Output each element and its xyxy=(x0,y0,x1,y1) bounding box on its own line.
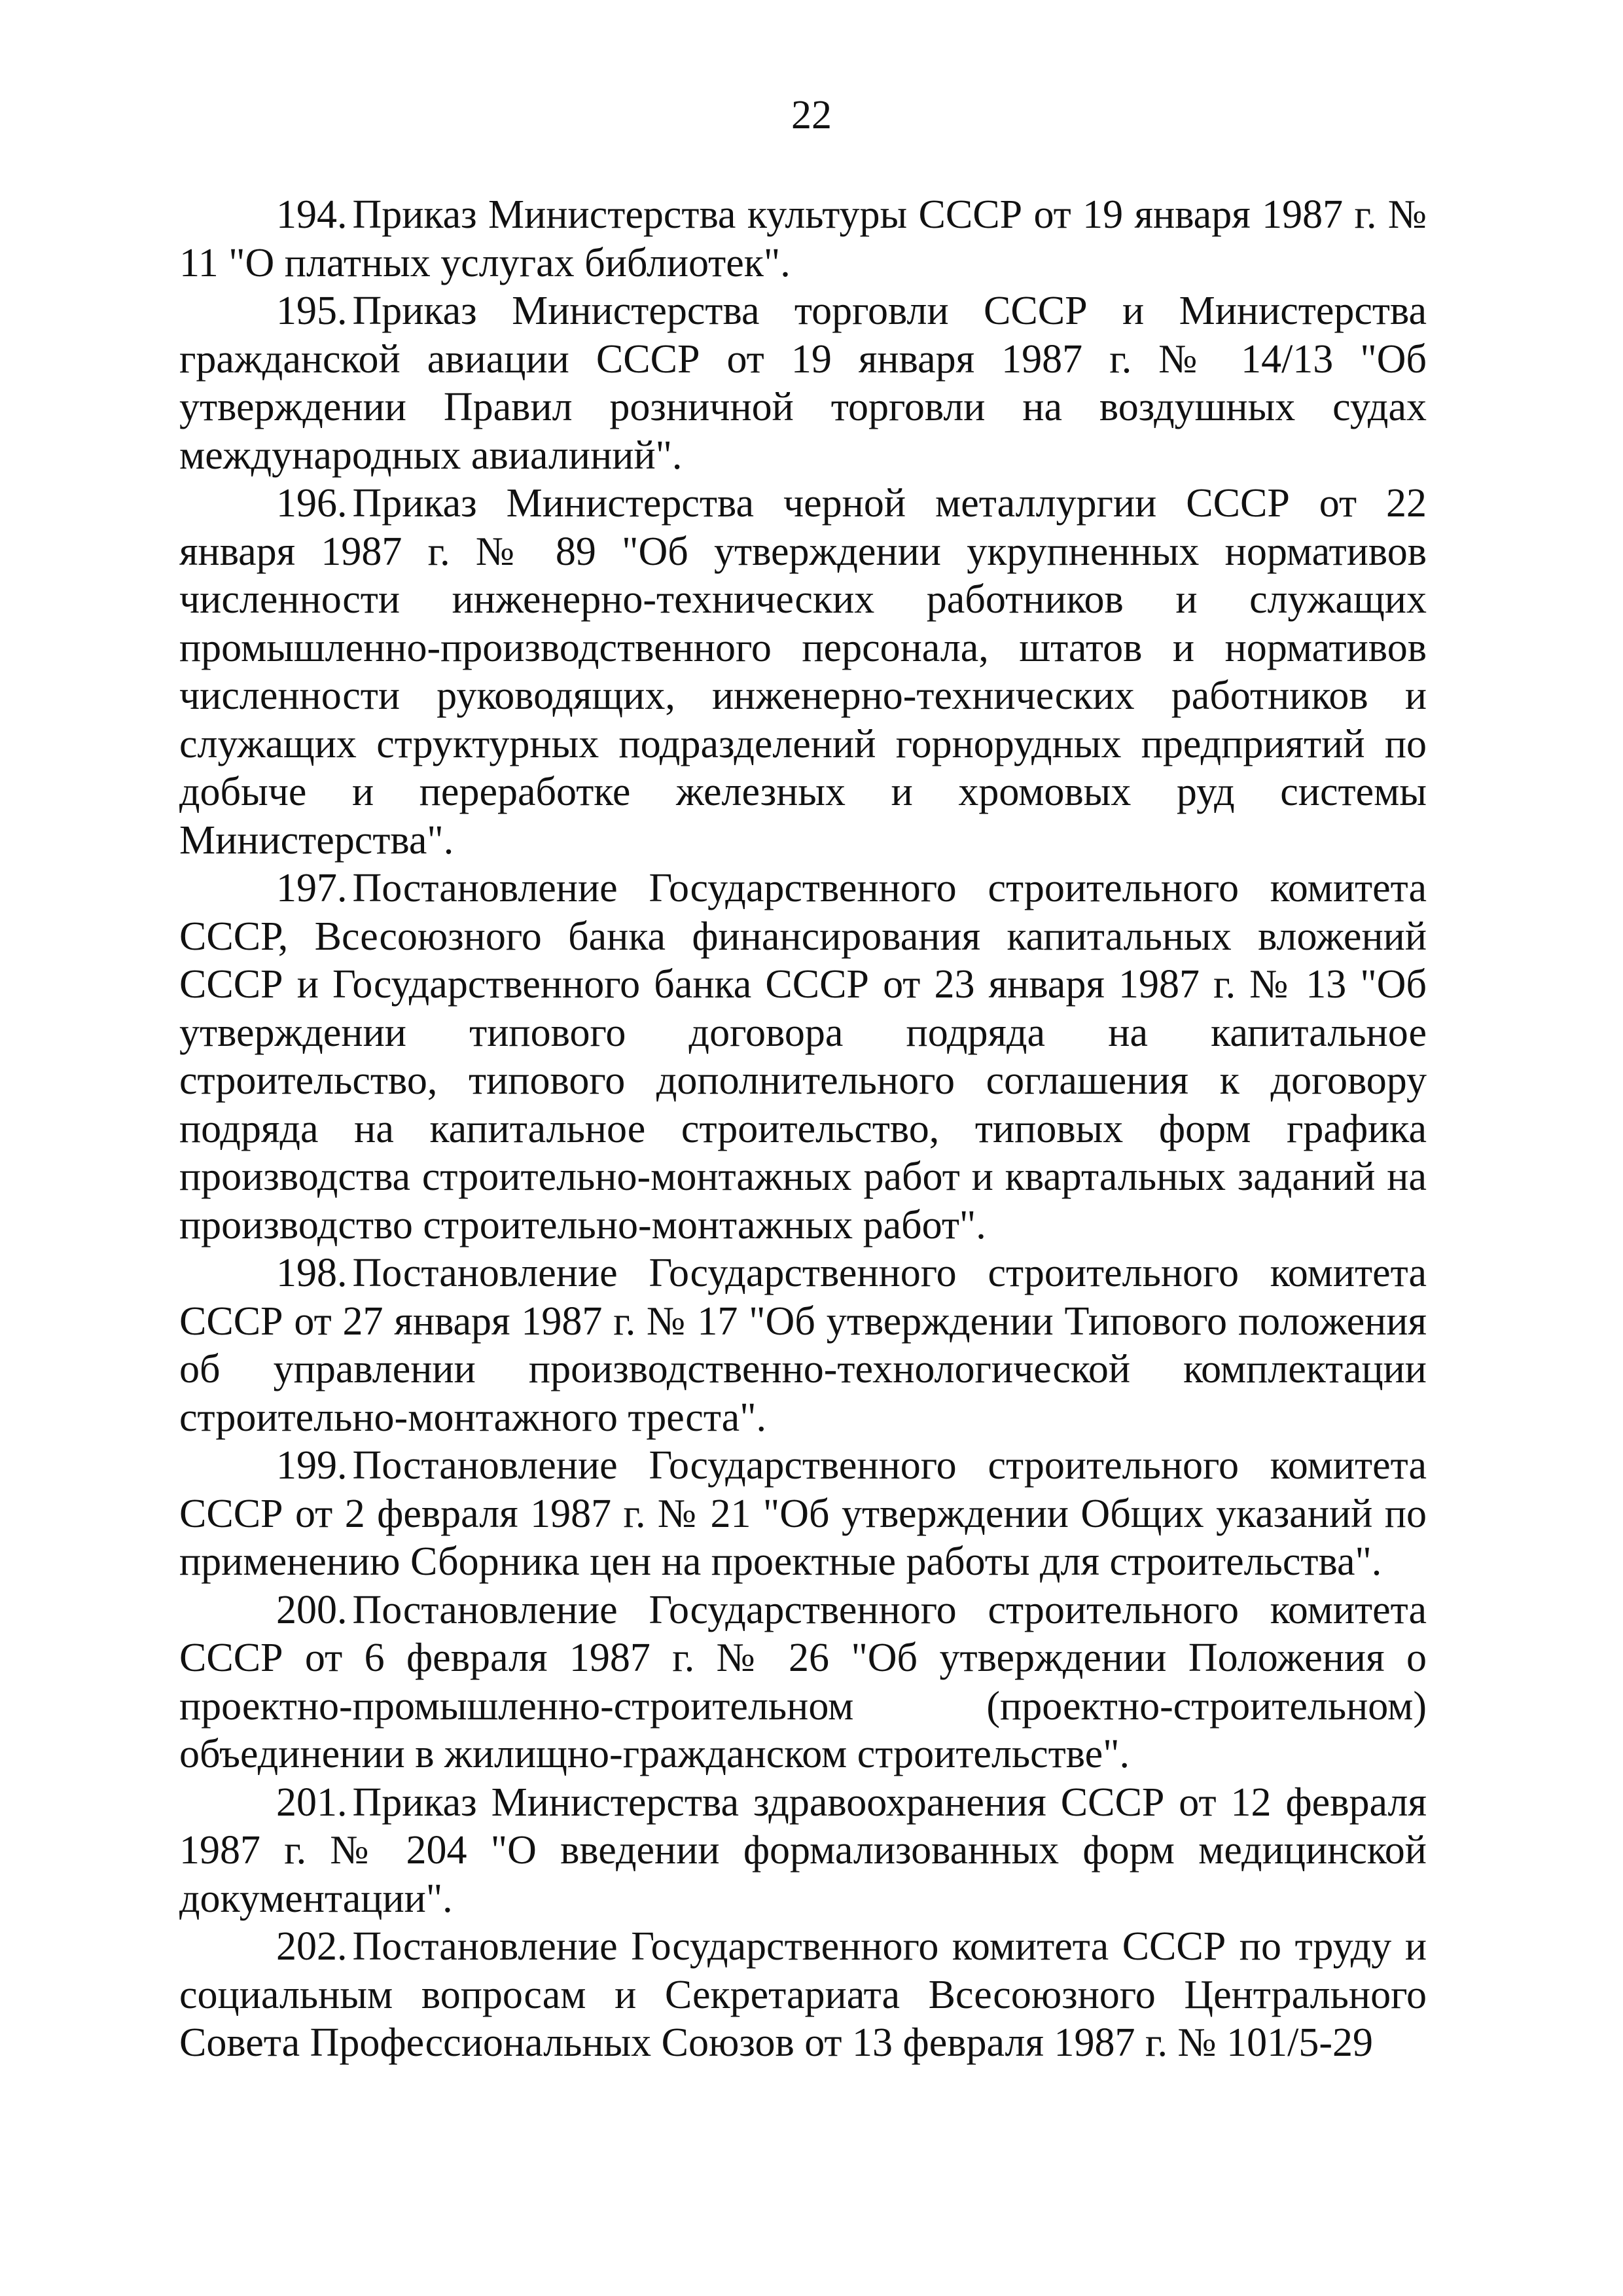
item-number: 195. xyxy=(276,289,348,333)
list-item-196 xyxy=(179,480,1427,865)
list-item-194 xyxy=(179,191,1427,287)
page-number: 22 xyxy=(791,93,832,137)
item-text: Постановление Государственного строительного комитета СССР от 6 февраля 1987 г. № 26 "Об утверждении Положения о проектно-промышленно-строительном (проектно-строительном) объединении в жилищно-гражданском строительстве". xyxy=(179,1587,1427,1776)
item-text: Приказ Министерства культуры СССР от 19 января 1987 г. № 11 "О платных услугах библиотек". xyxy=(179,192,1427,285)
item-number: 196. xyxy=(276,481,348,526)
item-text: Постановление Государственного строительного комитета СССР, Всесоюзного банка финансирования капитальных вложений СССР и Государственного банка СССР от 23 января 1987 г. № 13 "Об утверждении типового договора подряда на капитальное строительство, типового дополнительного соглашения к договору подряда на капитальное строительство, типовых форм графика производства строительно-монтажных работ и квартальных заданий на производство строительно-монтажных работ". xyxy=(179,866,1427,1247)
list-item-195 xyxy=(179,287,1427,480)
item-text: Приказ Министерства здравоохранения СССР от 12 февраля 1987 г. № 204 "О введении формализованных форм медицинской документации". xyxy=(179,1780,1427,1921)
item-text: Постановление Государственного комитета СССР по труду и социальным вопросам и Секретариата Всесоюзного Центрального Совета Профессиональных Союзов от 13 февраля 1987 г. № 101/5-29 xyxy=(179,1924,1427,2065)
item-text: Постановление Государственного строительного комитета СССР от 27 января 1987 г. № 17 "Об утверждении Типового положения об управлении производственно-технологической комплектации строительно-монтажного треста". xyxy=(179,1251,1427,1440)
item-number: 194. xyxy=(276,192,348,237)
item-text: Приказ Министерства торговли СССР и Министерства гражданской авиации СССР от 19 января 1987 г. № 14/13 "Об утверждении Правил розничной торговли на воздушных судах международных авиалиний". xyxy=(179,289,1427,478)
document-body xyxy=(179,191,1427,2068)
item-number: 200. xyxy=(276,1587,348,1632)
item-number: 201. xyxy=(276,1780,348,1825)
item-text: Приказ Министерства черной металлургии СССР от 22 января 1987 г. № 89 "Об утверждении укрупненных нормативов численности инженерно-технических работников и служащих промышленно-производственного персонала, штатов и нормативов численности руководящих, инженерно-технических работников и служащих структурных подразделений горнорудных предприятий по добыче и переработке железных и хромовых руд системы Министерства". xyxy=(179,481,1427,863)
item-text: Постановление Государственного строительного комитета СССР от 2 февраля 1987 г. № 21 "Об утверждении Общих указаний по применению Сборника цен на проектные работы для строительства". xyxy=(179,1443,1427,1584)
item-number: 199. xyxy=(276,1443,348,1488)
list-item-202 xyxy=(179,1923,1427,2068)
item-number: 197. xyxy=(276,866,348,910)
list-item-197 xyxy=(179,865,1427,1249)
item-number: 198. xyxy=(276,1251,348,1295)
list-item-200 xyxy=(179,1587,1427,1779)
list-item-201 xyxy=(179,1779,1427,1924)
list-item-198 xyxy=(179,1249,1427,1442)
item-number: 202. xyxy=(276,1924,348,1969)
list-item-199 xyxy=(179,1442,1427,1587)
